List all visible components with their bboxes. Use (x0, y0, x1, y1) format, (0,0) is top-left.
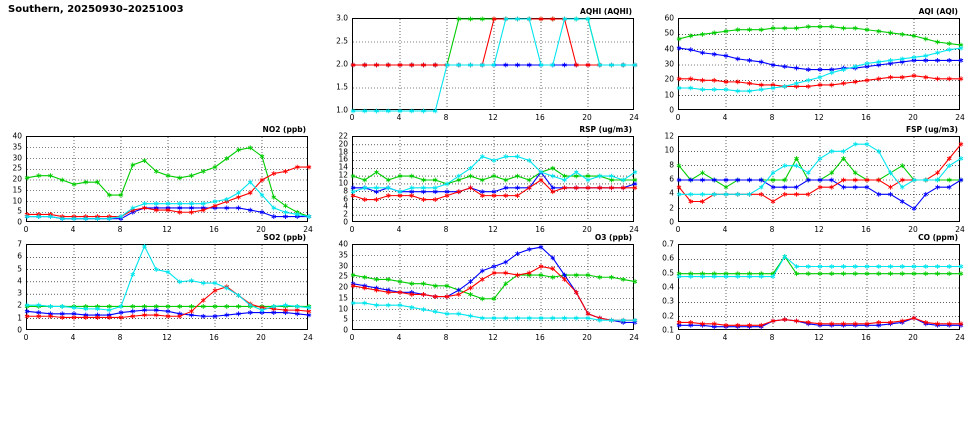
y-tick-label: 12 (664, 131, 674, 141)
plot-svg-o3 (353, 245, 635, 331)
x-tick-label: 0 (675, 113, 681, 122)
chart-panel-co (662, 233, 965, 342)
x-tick-label: 16 (535, 113, 545, 122)
y-tick-label: 10 (338, 304, 348, 313)
x-tick-label: 20 (582, 225, 592, 234)
x-tick-label: 24 (955, 225, 965, 234)
y-tick-label: 2 (17, 300, 22, 310)
series-marker-s1 (374, 170, 378, 175)
chart-panel-o3 (338, 233, 639, 342)
x-tick-label: 16 (861, 333, 871, 342)
x-tick-label: 4 (722, 333, 728, 342)
plot-svg-fsp (679, 137, 961, 223)
series-marker-s4 (959, 156, 963, 161)
y-tick-label: 40 (338, 239, 348, 249)
y-tick-label: 0 (17, 217, 22, 227)
x-tick-label: 20 (908, 333, 918, 342)
y-tick-label: 15 (338, 293, 348, 303)
x-tick-label: 8 (769, 333, 775, 342)
y-tick-label: 22 (338, 131, 348, 141)
y-tick-label: 6 (669, 174, 674, 184)
y-tick-label: 5 (343, 314, 348, 324)
y-tick-label: 10 (664, 90, 674, 100)
y-tick-label: 10 (12, 196, 22, 205)
y-tick-label: 1 (17, 313, 22, 323)
x-tick-label: 12 (162, 225, 172, 234)
y-tick-label: 0.4 (662, 282, 674, 292)
chart-panel-aqi (664, 7, 965, 122)
x-tick-label: 4 (70, 225, 76, 234)
x-tick-label: 16 (861, 225, 871, 234)
y-tick-label: 0 (17, 325, 22, 335)
x-tick-label: 8 (117, 225, 123, 234)
x-tick-label: 16 (861, 113, 871, 122)
x-tick-label: 0 (675, 225, 681, 234)
y-tick-label: 20 (12, 174, 22, 184)
y-tick-label: 15 (12, 185, 22, 195)
y-tick-label: 20 (338, 139, 348, 149)
y-tick-label: 1.5 (336, 82, 348, 92)
y-tick-label: 30 (664, 59, 674, 69)
plot-area-no2 (26, 136, 308, 222)
chart-title-no2: NO2 (ppb) (262, 125, 306, 134)
x-tick-label: 24 (303, 225, 313, 234)
y-tick-label: 0 (343, 217, 348, 227)
series-marker-s4 (574, 170, 578, 175)
plot-svg-no2 (27, 137, 309, 223)
y-tick-label: 10 (338, 178, 348, 188)
x-tick-label: 8 (443, 333, 449, 342)
chart-panel-fsp (664, 125, 965, 234)
y-tick-label: 40 (664, 44, 674, 54)
y-tick-label: 25 (12, 163, 22, 173)
x-tick-label: 12 (814, 225, 824, 234)
plot-area-so2 (26, 244, 308, 330)
chart-title-aqi: AQI (AQI) (918, 7, 958, 16)
y-tick-label: 2.0 (336, 59, 348, 69)
y-tick-label: 0.7 (662, 239, 674, 249)
x-tick-label: 4 (722, 113, 728, 122)
y-tick-label: 10 (664, 145, 674, 155)
y-tick-label: 0 (669, 217, 674, 227)
y-tick-label: 40 (12, 131, 22, 141)
x-tick-label: 12 (814, 113, 824, 122)
plot-svg-so2 (27, 245, 309, 331)
x-tick-label: 0 (675, 333, 681, 342)
chart-title-aqhi: AQHI (AQHI) (580, 7, 632, 16)
x-tick-label: 12 (488, 333, 498, 342)
x-tick-label: 4 (722, 225, 728, 234)
chart-title-so2: SO2 (ppb) (263, 233, 306, 242)
x-tick-label: 8 (117, 333, 123, 342)
chart-panel-aqhi (336, 7, 639, 122)
y-tick-label: 7 (17, 239, 22, 249)
page-title: Southern, 20250930–20251003 (8, 4, 184, 15)
y-tick-label: 4 (17, 276, 22, 286)
y-tick-label: 3 (17, 288, 22, 298)
y-tick-label: 20 (664, 74, 674, 84)
plot-svg-co (679, 245, 961, 331)
plot-svg-rsp (353, 137, 635, 223)
series-marker-s4 (633, 170, 637, 175)
plot-svg-aqi (679, 19, 961, 111)
y-tick-label: 30 (338, 261, 348, 270)
plot-area-aqi (678, 18, 960, 110)
x-tick-label: 0 (23, 225, 29, 234)
x-tick-label: 8 (443, 113, 449, 122)
chart-title-rsp: RSP (ug/m3) (579, 125, 632, 134)
x-tick-label: 20 (256, 333, 266, 342)
x-tick-label: 0 (349, 225, 355, 234)
x-tick-label: 16 (209, 333, 219, 342)
y-tick-label: 16 (338, 154, 348, 164)
series-marker-s3 (771, 199, 775, 204)
x-tick-label: 12 (488, 113, 498, 122)
chart-panel-no2 (12, 125, 313, 234)
x-tick-label: 8 (769, 113, 775, 122)
x-tick-label: 24 (629, 333, 639, 342)
x-tick-label: 24 (629, 225, 639, 234)
x-tick-label: 24 (955, 333, 965, 342)
y-tick-label: 14 (338, 162, 348, 172)
y-tick-label: 0.6 (662, 253, 674, 263)
y-tick-label: 30 (12, 153, 22, 162)
y-tick-label: 35 (338, 250, 348, 260)
x-tick-label: 0 (349, 113, 355, 122)
y-tick-label: 0.5 (662, 268, 674, 278)
series-line-s1 (679, 27, 961, 45)
y-tick-label: 5 (17, 264, 22, 274)
y-tick-label: 0.1 (662, 325, 674, 335)
y-tick-label: 0 (669, 105, 674, 115)
y-tick-label: 35 (12, 142, 22, 152)
x-tick-label: 8 (769, 225, 775, 234)
x-tick-label: 12 (814, 333, 824, 342)
plot-area-rsp (352, 136, 634, 222)
y-tick-label: 18 (338, 147, 348, 157)
x-tick-label: 16 (535, 225, 545, 234)
y-tick-label: 60 (664, 13, 674, 23)
series-marker-s4 (131, 272, 135, 277)
series-marker-s1 (700, 170, 704, 175)
y-tick-label: 0.2 (662, 311, 674, 321)
x-tick-label: 4 (70, 333, 76, 342)
y-tick-label: 2 (343, 209, 348, 219)
y-tick-label: 4 (343, 201, 348, 211)
plot-svg-aqhi (353, 19, 635, 111)
y-tick-label: 2.5 (336, 36, 348, 46)
x-tick-label: 12 (162, 333, 172, 342)
chart-panel-so2 (17, 233, 313, 342)
x-tick-label: 20 (908, 113, 918, 122)
x-tick-label: 16 (209, 225, 219, 234)
x-tick-label: 4 (396, 225, 402, 234)
series-marker-s4 (457, 174, 461, 179)
series-marker-s1 (724, 185, 728, 190)
y-tick-label: 1.0 (336, 105, 348, 115)
x-tick-label: 16 (535, 333, 545, 342)
y-tick-label: 6 (343, 194, 348, 204)
x-tick-label: 4 (396, 333, 402, 342)
plot-area-co (678, 244, 960, 330)
y-tick-label: 8 (669, 160, 674, 170)
x-tick-label: 8 (443, 225, 449, 234)
y-tick-label: 4 (669, 188, 674, 198)
chart-title-co: CO (ppm) (918, 233, 958, 242)
chart-title-o3: O3 (ppb) (594, 233, 632, 242)
y-tick-label: 8 (343, 186, 348, 196)
series-marker-s2 (900, 199, 904, 204)
plot-area-aqhi (352, 18, 634, 110)
plot-area-o3 (352, 244, 634, 330)
x-tick-label: 20 (908, 225, 918, 234)
x-tick-label: 20 (582, 333, 592, 342)
y-tick-label: 3.0 (336, 13, 348, 23)
x-tick-label: 0 (23, 333, 29, 342)
y-tick-label: 20 (338, 282, 348, 292)
series-marker-s3 (888, 185, 892, 190)
x-tick-label: 12 (488, 225, 498, 234)
x-tick-label: 20 (256, 225, 266, 234)
y-tick-label: 2 (669, 203, 674, 213)
x-tick-label: 24 (955, 113, 965, 122)
x-tick-label: 0 (349, 333, 355, 342)
y-tick-label: 50 (664, 28, 674, 38)
chart-panel-rsp (338, 125, 639, 234)
x-tick-label: 4 (396, 113, 402, 122)
chart-title-fsp: FSP (ug/m3) (906, 125, 958, 134)
y-tick-label: 25 (338, 271, 348, 281)
y-tick-label: 12 (338, 170, 348, 180)
y-tick-label: 0.3 (662, 296, 674, 306)
plot-area-fsp (678, 136, 960, 222)
y-tick-label: 0 (343, 325, 348, 335)
y-tick-label: 6 (17, 251, 22, 261)
x-tick-label: 24 (303, 333, 313, 342)
y-tick-label: 5 (17, 206, 22, 216)
x-tick-label: 24 (629, 113, 639, 122)
x-tick-label: 20 (582, 113, 592, 122)
